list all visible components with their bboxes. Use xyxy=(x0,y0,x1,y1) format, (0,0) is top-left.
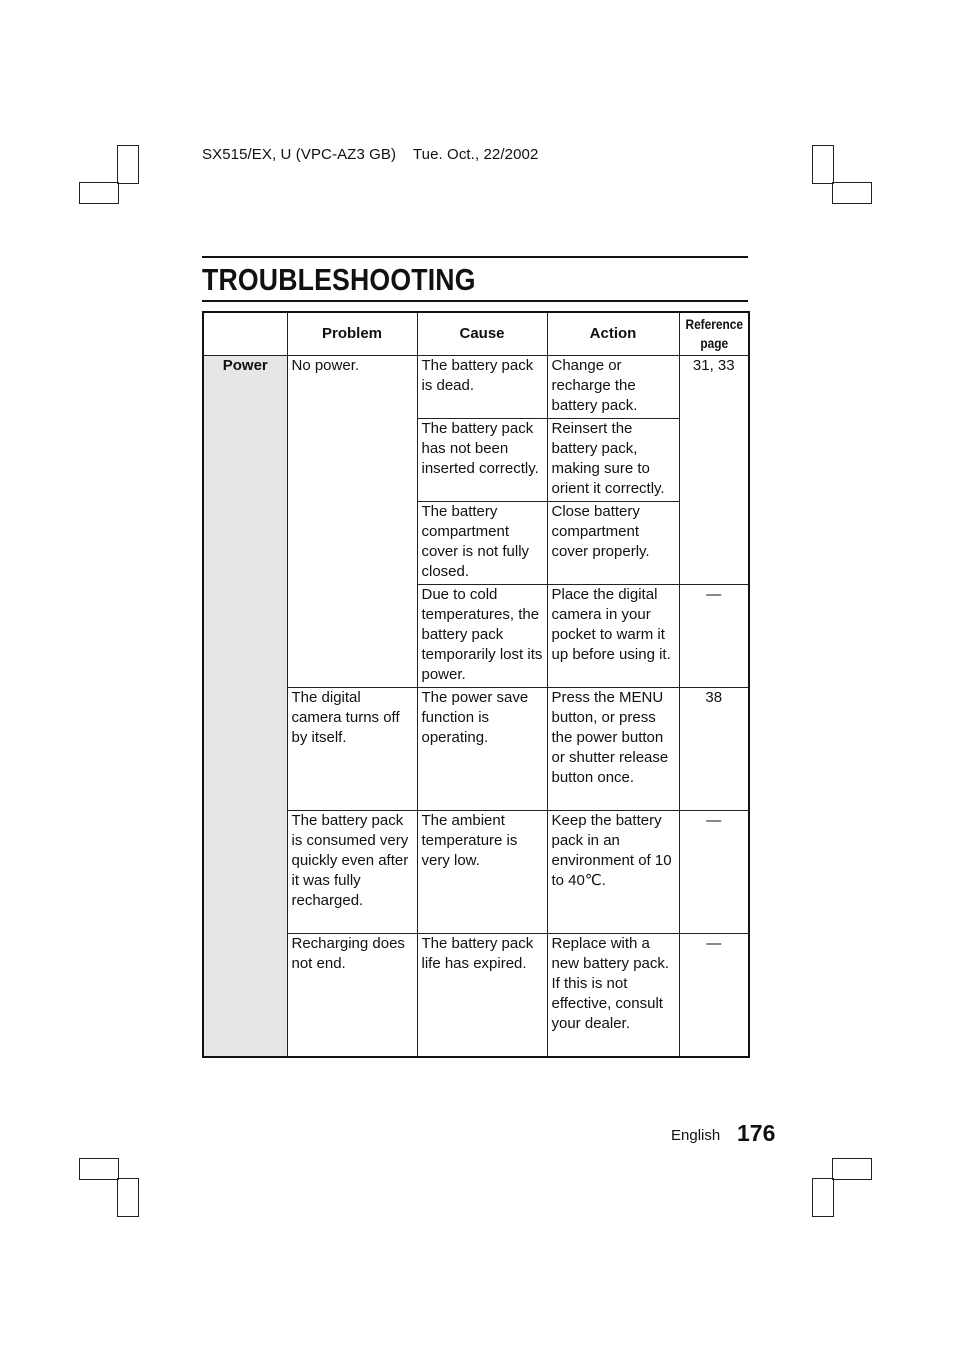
action-cell: Close battery compartment cover properly. xyxy=(547,502,679,585)
page-title: TROUBLESHOOTING xyxy=(202,262,476,297)
reference-cell: — xyxy=(679,811,749,934)
document-header: SX515/EX, U (VPC-AZ3 GB) Tue. Oct., 22/2002 xyxy=(202,146,539,163)
cause-cell: The ambient temperature is very low. xyxy=(417,811,547,934)
cause-cell: Due to cold temperatures, the battery pack temporarily lost its power. xyxy=(417,585,547,688)
problem-cell: The digital camera turns off by itself. xyxy=(287,688,417,811)
crop-mark-bottom-right-a xyxy=(832,1158,872,1180)
crop-mark-top-left-b xyxy=(79,182,119,204)
reference-cell: — xyxy=(679,585,749,688)
troubleshooting-table xyxy=(202,311,750,1058)
cause-cell: The battery pack has not been inserted correctly. xyxy=(417,419,547,502)
page-number: 176 xyxy=(737,1120,776,1146)
action-cell: Place the digital camera in your pocket to warm it up before using it. xyxy=(547,585,679,688)
action-cell: Keep the battery pack in an environment of 10 to 40℃. xyxy=(547,811,679,934)
col-header-action: Action xyxy=(547,312,679,356)
footer-language: English xyxy=(671,1127,721,1144)
problem-cell: The battery pack is consumed very quickly even after it was fully recharged. xyxy=(287,811,417,934)
cause-cell: The battery compartment cover is not fully closed. xyxy=(417,502,547,585)
col-header-category xyxy=(203,312,287,356)
crop-mark-top-right-a xyxy=(812,145,834,184)
table-row xyxy=(203,356,749,419)
category-cell: Power xyxy=(203,356,287,1057)
reference-cell: 31, 33 xyxy=(679,356,749,585)
table-header-row xyxy=(203,312,749,356)
action-cell: Change or recharge the battery pack. xyxy=(547,356,679,419)
action-cell: Replace with a new battery pack. If this is not effective, consult your dealer. xyxy=(547,934,679,1057)
col-header-reference: Reference page xyxy=(679,312,749,356)
col-header-cause: Cause xyxy=(417,312,547,356)
crop-mark-bottom-right-b xyxy=(812,1178,834,1217)
crop-mark-top-right-b xyxy=(832,182,872,204)
problem-cell: Recharging does not end. xyxy=(287,934,417,1057)
crop-mark-bottom-left-a xyxy=(79,1158,119,1180)
reference-cell: 38 xyxy=(679,688,749,811)
title-rule-bottom xyxy=(202,300,748,302)
cause-cell: The power save function is operating. xyxy=(417,688,547,811)
crop-mark-top-left-a xyxy=(117,145,139,184)
problem-cell: No power. xyxy=(287,356,417,688)
col-header-problem: Problem xyxy=(287,312,417,356)
title-rule-top xyxy=(202,256,748,258)
cause-cell: The battery pack is dead. xyxy=(417,356,547,419)
action-cell: Reinsert the battery pack, making sure to orient it correctly. xyxy=(547,419,679,502)
cause-cell: The battery pack life has expired. xyxy=(417,934,547,1057)
crop-mark-bottom-left-b xyxy=(117,1178,139,1217)
action-cell: Press the MENU button, or press the power button or shutter release button once. xyxy=(547,688,679,811)
reference-cell: — xyxy=(679,934,749,1057)
